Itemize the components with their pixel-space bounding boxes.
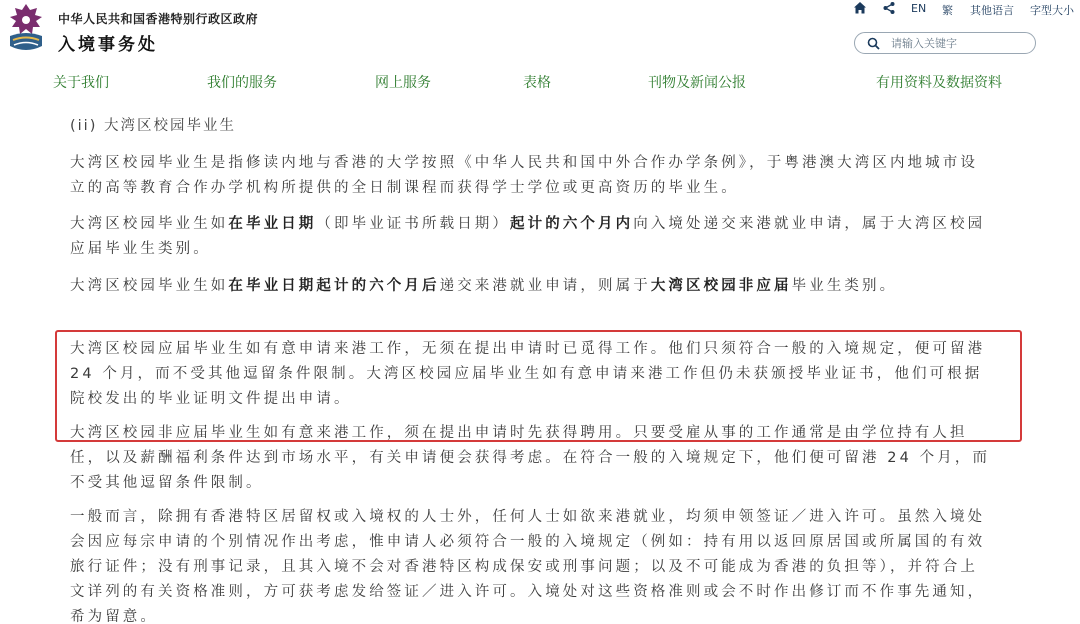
nav-our-services[interactable]: 我们的服务 <box>207 75 277 91</box>
home-icon[interactable] <box>853 1 867 15</box>
government-name: 中华人民共和国香港特别行政区政府 <box>58 12 259 26</box>
lang-en-link[interactable]: EN <box>911 2 927 15</box>
hk-immigration-emblem-icon[interactable] <box>4 2 48 56</box>
paragraph-definition: 大湾区校园毕业生是指修读内地与香港的大学按照《中华人民共和国中外合作办学条例》，于粤港澳大湾区内地城市设立的高等教育合作办学机构所提供的全日制课程而获得学士学位或更高资历的毕业生。 <box>70 155 978 196</box>
paragraph-general-requirements: 一般而言，除拥有香港特区居留权或入境权的人士外，任何人士如欲来港就业，均须申领签证／进入许可。虽然入境处会因应每宗申请的个别情况作出考虑，惟申请人必须符合一般的入境规定（例如：持有用以返回原居国或所属国的有效旅行证件；没有刑事记录，且其入境不会对香港特区构成保安或刑事问题；以及不可能成为香港的负担等），并符合上文详列的有关资格准则，方可获考虑发给签证／进入许可。入境处对这些资格准则或会不时作出修订而不作事先通知，希为留意。 <box>70 509 986 624</box>
share-icon[interactable] <box>882 1 896 15</box>
paragraph-fresh-graduate-criteria: 大湾区校园毕业生如在毕业日期（即毕业证书所载日期）起计的六个月内向入境处递交来港就业申请，属于大湾区校园应届毕业生类别。 <box>70 216 986 257</box>
nav-forms[interactable]: 表格 <box>523 75 551 91</box>
font-size-link[interactable]: 字型大小 <box>1030 4 1074 17</box>
search-box[interactable] <box>854 32 1036 54</box>
other-languages-link[interactable]: 其他语言 <box>970 4 1014 17</box>
nav-about-us[interactable]: 关于我们 <box>53 75 109 91</box>
search-input[interactable] <box>891 35 1029 51</box>
main-navigation <box>0 66 1080 96</box>
lang-traditional-link[interactable]: 繁 <box>942 4 953 17</box>
nav-publications-press[interactable]: 刊物及新闻公报 <box>648 75 746 91</box>
paragraph-fresh-graduate-rules: 大湾区校园应届毕业生如有意申请来港工作，无须在提出申请时已觅得工作。他们只须符合一般的入境规定，便可留港 24 个月，而不受其他逗留条件限制。大湾区校园应届毕业生如有意申请来港工作但仍未获颁授毕业证书，他们可根据院校发出的毕业证明文件提出申请。 <box>70 341 986 407</box>
department-name[interactable]: 入境事务处 <box>58 35 158 55</box>
search-icon[interactable] <box>867 37 880 50</box>
section-subheading: (ii) 大湾区校园毕业生 <box>70 118 236 134</box>
nav-online-services[interactable]: 网上服务 <box>375 75 431 91</box>
site-header <box>0 0 1080 62</box>
paragraph-non-fresh-graduate-rules: 大湾区校园非应届毕业生如有意来港工作，须在提出申请时先获得聘用。只要受雇从事的工作通常是由学位持有人担任，以及薪酬福利条件达到市场水平，有关申请便会获得考虑。在符合一般的入境规定下，他们便可留港 24 个月，而不受其他逗留条件限制。 <box>70 425 991 491</box>
nav-useful-info[interactable]: 有用资料及数据资料 <box>876 75 1002 91</box>
paragraph-non-fresh-graduate-criteria: 大湾区校园毕业生如在毕业日期起计的六个月后递交来港就业申请，则属于大湾区校园非应届毕业生类别。 <box>70 278 898 294</box>
